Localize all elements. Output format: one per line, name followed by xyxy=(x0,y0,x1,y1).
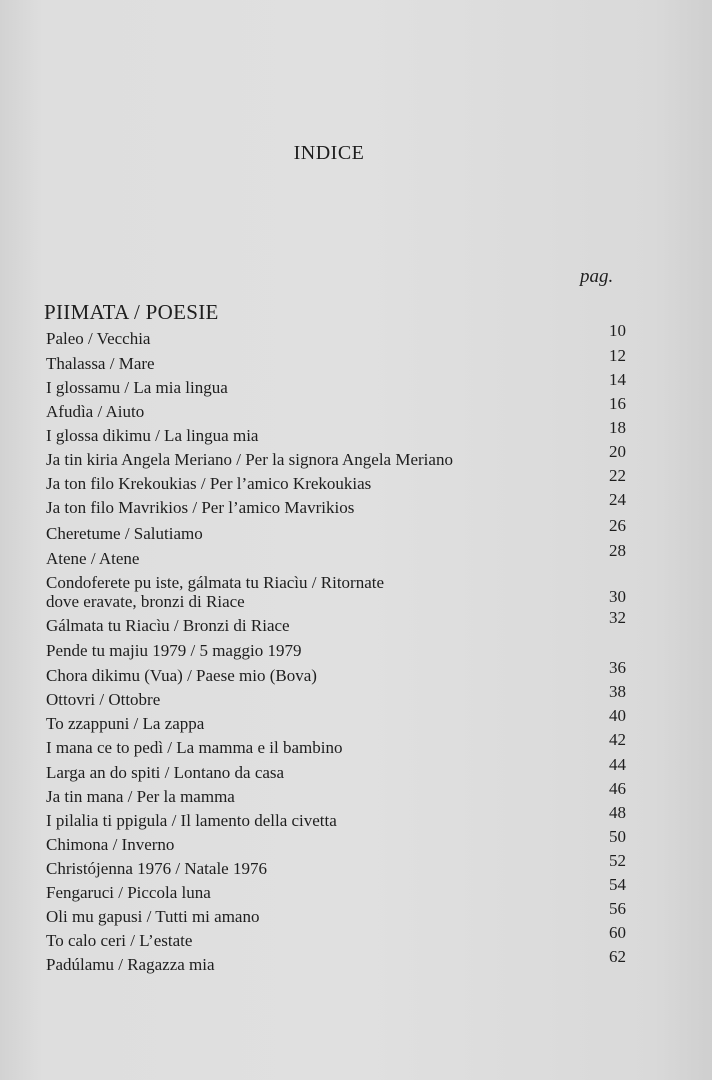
entry-page: 24 xyxy=(609,490,626,509)
entry-page: 50 xyxy=(609,827,626,846)
entry-title: Christójenna 1976 / Natale 1976 xyxy=(46,859,267,878)
entry-page: 30 xyxy=(609,587,626,606)
entry-title: Ottovri / Ottobre xyxy=(46,690,161,709)
entry-page: 62 xyxy=(609,947,626,966)
entry-title: Chimona / Inverno xyxy=(46,835,175,854)
toc-entry xyxy=(46,827,626,859)
entry-title: Fengaruci / Piccola luna xyxy=(46,883,211,902)
toc-entry xyxy=(46,899,626,931)
entry-title: Oli mu gapusi / Tutti mi amano xyxy=(46,907,260,926)
entry-page: 12 xyxy=(609,346,626,365)
entry-page: 48 xyxy=(609,803,626,822)
toc-entry xyxy=(46,490,626,522)
entry-title: Larga an do spiti / Lontano da casa xyxy=(46,763,285,782)
entry-page: 36 xyxy=(609,658,626,677)
entry-page: 46 xyxy=(609,779,626,798)
toc-entry xyxy=(46,370,626,402)
entry-title: I pilalia ti ppigula / Il lamento della civetta xyxy=(46,811,337,830)
toc-entry xyxy=(46,875,626,907)
entry-title: Afudìa / Aiuto xyxy=(46,402,145,421)
toc-entry xyxy=(46,641,626,665)
entry-page: 22 xyxy=(609,466,626,485)
entry-page: 42 xyxy=(609,730,626,749)
page-title: INDICE xyxy=(293,142,365,164)
toc-entry xyxy=(46,418,626,450)
entry-page: 20 xyxy=(609,442,626,461)
section-title: PIIMATA / POESIE xyxy=(44,300,219,324)
entry-page: 32 xyxy=(609,608,626,627)
toc-entry xyxy=(46,682,626,714)
entry-page: 54 xyxy=(609,875,626,894)
entry-page: 56 xyxy=(609,899,626,918)
entry-page: 52 xyxy=(609,851,626,870)
toc-entry xyxy=(46,573,626,617)
entry-title: Atene / Atene xyxy=(46,549,140,568)
entry-title: Condoferete pu iste, gálmata tu Riacìu / Ritornate xyxy=(46,573,385,592)
entry-page: 14 xyxy=(609,370,626,389)
toc-entry xyxy=(46,442,626,474)
toc-entry xyxy=(46,608,626,640)
entry-page: 44 xyxy=(609,755,626,774)
toc-entry xyxy=(46,658,626,690)
toc-entry xyxy=(46,516,626,548)
toc-entry xyxy=(46,466,626,498)
entry-title: I glossamu / La mia lingua xyxy=(46,378,228,397)
page-column-label: pag. xyxy=(580,266,614,287)
entry-title: I mana ce to pedì / La mamma e il bambino xyxy=(46,738,343,757)
toc-entry xyxy=(46,947,626,979)
toc-entry xyxy=(46,394,626,426)
entry-title: Cheretume / Salutiamo xyxy=(46,524,203,543)
entry-title: To zzappuni / La zappa xyxy=(46,714,205,733)
toc-entry xyxy=(46,346,626,378)
entry-title: Chora dikimu (Vua) / Paese mio (Bova) xyxy=(46,666,317,685)
toc-entry xyxy=(46,541,626,573)
entry-page: 10 xyxy=(609,321,626,340)
toc-entry xyxy=(46,755,626,787)
entry-title: Pende tu majiu 1979 / 5 maggio 1979 xyxy=(46,641,302,660)
entry-title: Thalassa / Mare xyxy=(46,354,155,373)
toc-entry xyxy=(46,706,626,738)
entry-page: 60 xyxy=(609,923,626,942)
toc-entry xyxy=(46,730,626,762)
entry-title: Ja ton filo Mavrikios / Per l’amico Mavrikios xyxy=(46,498,355,517)
entry-page: 38 xyxy=(609,682,626,701)
entry-title: Paleo / Vecchia xyxy=(46,329,151,348)
entry-title: Padúlamu / Ragazza mia xyxy=(46,955,215,974)
entry-title: Gálmata tu Riacìu / Bronzi di Riace xyxy=(46,616,290,635)
toc-entry xyxy=(46,851,626,883)
toc-entry xyxy=(46,321,626,353)
entry-title: Ja tin kiria Angela Meriano / Per la signora Angela Meriano xyxy=(46,450,453,469)
entry-page: 16 xyxy=(609,394,626,413)
toc-entry xyxy=(46,779,626,811)
entry-title: Ja tin mana / Per la mamma xyxy=(46,787,235,806)
entry-page: 28 xyxy=(609,541,626,560)
entry-page: 18 xyxy=(609,418,626,437)
entry-page: 26 xyxy=(609,516,626,535)
toc-entry xyxy=(46,803,626,835)
entry-title: Ja ton filo Krekoukias / Per l’amico Krekoukias xyxy=(46,474,372,493)
toc-entry xyxy=(46,923,626,955)
entry-title-continued: dove eravate, bronzi di Riace xyxy=(46,592,245,611)
entry-page: 40 xyxy=(609,706,626,725)
entry-title: I glossa dikimu / La lingua mia xyxy=(46,426,259,445)
entry-title: To calo ceri / L’estate xyxy=(46,931,193,950)
